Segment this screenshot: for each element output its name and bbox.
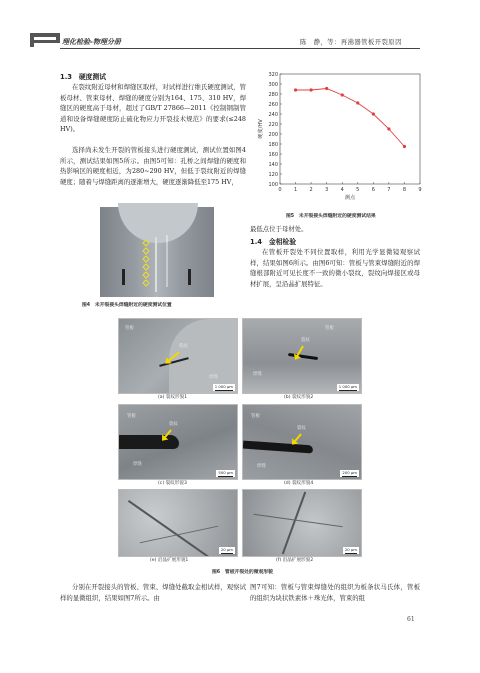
- y-tick-label: 120: [268, 171, 278, 178]
- fig6-caption: 图6 管板开裂处的微观形貌: [212, 570, 273, 575]
- fig6-caption-a: (a) 裂纹形貌1: [158, 395, 188, 400]
- y-tick-label: 100: [268, 181, 278, 188]
- fig4-photo: [100, 207, 214, 297]
- fig6-panel-f: [242, 489, 362, 557]
- section-1-3-title: 1.3 硬度测试: [60, 73, 107, 81]
- y-tick-label: 140: [268, 161, 278, 168]
- fig6-caption-b: (b) 裂纹形貌2: [284, 395, 314, 400]
- hardness-series-line: [296, 89, 405, 147]
- fig6-panel-d: 管板 裂纹 焊缝 200 μm: [242, 404, 362, 480]
- data-point: [356, 101, 359, 104]
- fig6-panel-a: [118, 318, 238, 394]
- page-number: 61: [407, 616, 415, 623]
- fig6-caption-e: (e) 沿晶扩展形貌1: [150, 558, 189, 563]
- running-head: 陈 静，等：再沸器管板开裂原因: [300, 38, 402, 46]
- section-1-4-title: 1.4 金相检验: [250, 238, 297, 246]
- hardness-indent-markers: [100, 207, 214, 297]
- scale-bar: 20 μm: [220, 547, 233, 552]
- data-point: [403, 145, 406, 148]
- data-point: [341, 93, 344, 96]
- x-tick-label: 6: [371, 187, 375, 193]
- fig6-caption-d: (d) 裂纹形貌4: [284, 481, 314, 486]
- journal-title: 理化检验-物理分册: [62, 38, 121, 46]
- x-tick-label: 9: [418, 187, 422, 193]
- paragraph-metallography: 在管板开裂处不同位置取样，利用光学显微镜观察试样，结果如图6所示。由图6可知：管板与管束焊缝附近的焊缝根部附近可见长度不一致的微小裂纹，裂纹向焊接区或母材扩展，呈沿晶扩展特征。: [250, 248, 420, 288]
- scale-bar: 1 000 μm: [338, 384, 357, 389]
- data-point: [325, 87, 328, 90]
- journal-logo: [0, 33, 70, 47]
- label-tubesheet: 管板: [125, 326, 134, 331]
- paragraph-bottom-left: 分别在开裂接头的管板、管束、焊缝处截取金相试样，观察试样的显微组织，结果如图7所示。由: [60, 583, 246, 602]
- y-tick-label: 180: [268, 141, 278, 148]
- x-tick-label: 4: [340, 187, 344, 193]
- x-axis-label: 测点: [344, 195, 356, 201]
- y-axis-label: 硬度/HV: [258, 119, 264, 139]
- header-rule: [60, 48, 420, 49]
- paragraph-hardness-test: 选择尚未发生开裂的管板接头进行硬度测试，测试位置如图4所示，测试结果如图5所示。由图5可知：孔桥之间焊缝的硬度和热影响区的硬度相近，为280~290 HV，但低于裂纹附近的焊缝硬度；随着与焊缝距离的逐渐增大，硬度逐渐降低至175 HV，: [60, 146, 246, 186]
- scale-bar: 1 000 μm: [214, 384, 233, 389]
- fig4-caption: 图4 未开裂接头焊缝附近的硬度测试位置: [82, 303, 172, 308]
- fig6-caption-c: (c) 裂纹形貌3: [158, 481, 187, 486]
- fig5-chart: [254, 66, 434, 216]
- fig6-panel-c: 管板 裂纹 焊缝 500 μm: [118, 404, 238, 480]
- x-tick-label: 3: [325, 187, 329, 193]
- y-tick-label: 160: [268, 151, 278, 158]
- fig6-panel-e: [118, 489, 238, 557]
- fig5-caption: 图5 未开裂接头焊缝附近的硬度测试结果: [286, 214, 376, 219]
- fig6-caption-f: (f) 沿晶扩展形貌2: [276, 558, 314, 563]
- y-tick-label: 220: [268, 121, 278, 128]
- y-tick-label: 320: [268, 71, 278, 78]
- x-tick-label: 5: [356, 187, 360, 193]
- y-tick-label: 280: [268, 91, 278, 98]
- data-point: [310, 88, 313, 91]
- x-tick-label: 2: [309, 187, 313, 193]
- fig6-panel-b: 管板 裂纹 焊缝 1 000 μm: [242, 318, 362, 394]
- y-tick-label: 260: [268, 101, 278, 108]
- data-point: [294, 88, 297, 91]
- scale-bar: 20 μm: [344, 547, 357, 552]
- paragraph-lowest-point: 最低点位于母材处。: [250, 225, 308, 233]
- y-tick-label: 300: [268, 81, 278, 88]
- paragraph-bottom-right: 图7可知：管板与管束焊缝处的组织为板条状马氏体，管板的组织为块状铁素体＋珠光体，管束的组: [250, 583, 420, 602]
- x-tick-label: 1: [293, 187, 298, 193]
- data-point: [372, 112, 375, 115]
- x-tick-label: 0: [278, 187, 282, 193]
- y-tick-label: 200: [268, 131, 278, 138]
- crack-arrow: [294, 433, 302, 442]
- label-weld: 焊缝: [209, 375, 218, 380]
- x-tick-label: 8: [402, 187, 407, 193]
- y-tick-label: 240: [268, 111, 278, 118]
- paragraph-hardness: 在裂纹附近母材和焊缝区取样，对试样进行维氏硬度测试，管板母材、管束母材、焊缝的硬度分别为164、175、310 HV，焊缝区的硬度高于母材，超过了GB/T 27866—2011《控制钢制管道和设备焊缝硬度防止硫化物应力开裂技术规范》的要求(≤248 HV)。: [60, 83, 246, 134]
- scale-bar: 200 μm: [342, 470, 357, 475]
- scale-bar: 500 μm: [218, 470, 233, 475]
- plot-frame: [280, 74, 420, 184]
- label-crack: 裂纹: [179, 344, 188, 349]
- x-tick-label: 7: [387, 187, 391, 193]
- data-point: [387, 127, 390, 130]
